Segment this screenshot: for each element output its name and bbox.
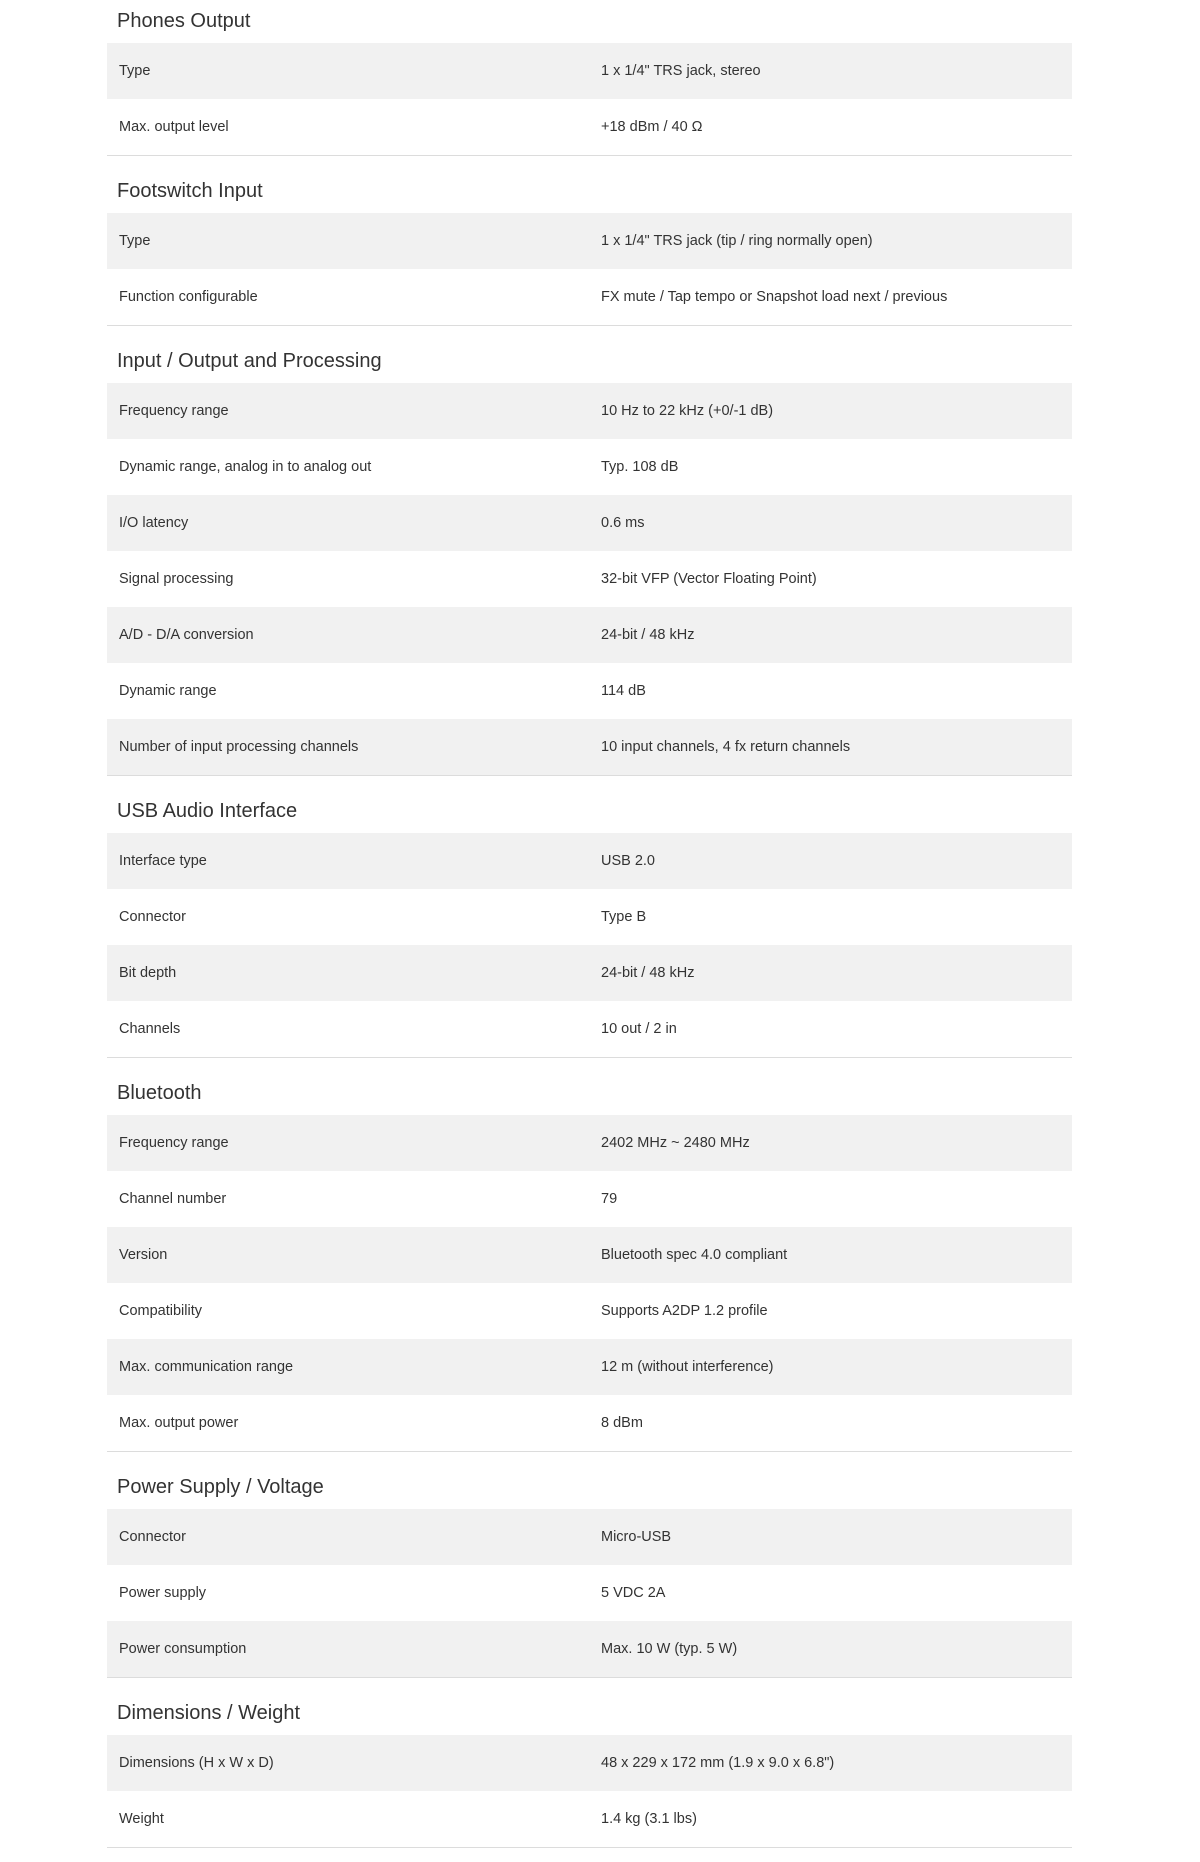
spec-label: Number of input processing channels bbox=[119, 739, 359, 755]
spec-row bbox=[107, 551, 1072, 607]
spec-label: Interface type bbox=[119, 853, 207, 869]
spec-label: Channels bbox=[119, 1021, 181, 1037]
spec-row bbox=[107, 1001, 1072, 1057]
section-title: Dimensions / Weight bbox=[117, 1702, 301, 1724]
spec-value: 24-bit / 48 kHz bbox=[601, 627, 695, 643]
spec-value: 79 bbox=[601, 1191, 618, 1207]
spec-row bbox=[107, 1339, 1072, 1395]
section-input-output-processing bbox=[107, 326, 1072, 776]
spec-row bbox=[107, 889, 1072, 945]
spec-label: Signal processing bbox=[119, 571, 234, 587]
spec-value: +18 dBm / 40 Ω bbox=[601, 119, 703, 135]
section-title: Footswitch Input bbox=[117, 180, 263, 202]
spec-value: 5 VDC 2A bbox=[601, 1585, 666, 1601]
spec-value: 1 x 1/4" TRS jack (tip / ring normally open) bbox=[601, 233, 873, 249]
spec-row bbox=[107, 495, 1072, 551]
spec-value: 0.6 ms bbox=[601, 515, 645, 531]
spec-label: Frequency range bbox=[119, 403, 229, 419]
spec-row bbox=[107, 213, 1072, 269]
spec-row bbox=[107, 1735, 1072, 1791]
spec-label: Bit depth bbox=[119, 965, 177, 981]
spec-label: I/O latency bbox=[119, 515, 189, 531]
spec-label: Power consumption bbox=[119, 1641, 247, 1657]
spec-table bbox=[107, 0, 1072, 1848]
spec-label: Type bbox=[119, 233, 151, 249]
spec-value: Micro-USB bbox=[601, 1529, 672, 1545]
spec-label: Connector bbox=[119, 909, 186, 925]
spec-label: Dynamic range bbox=[119, 683, 217, 699]
spec-value: 12 m (without interference) bbox=[601, 1359, 774, 1375]
spec-row bbox=[107, 663, 1072, 719]
spec-label: Max. communication range bbox=[119, 1359, 294, 1375]
spec-row bbox=[107, 945, 1072, 1001]
spec-row bbox=[107, 1171, 1072, 1227]
section-title: Input / Output and Processing bbox=[117, 350, 382, 372]
spec-row bbox=[107, 43, 1072, 99]
spec-label: Connector bbox=[119, 1529, 186, 1545]
spec-label: Power supply bbox=[119, 1585, 207, 1601]
section-title: Power Supply / Voltage bbox=[117, 1476, 324, 1498]
spec-row bbox=[107, 383, 1072, 439]
spec-label: Compatibility bbox=[119, 1303, 202, 1319]
spec-value: 24-bit / 48 kHz bbox=[601, 965, 695, 981]
spec-value: 2402 MHz ~ 2480 MHz bbox=[601, 1135, 750, 1151]
section-dimensions-weight bbox=[107, 1678, 1072, 1848]
spec-value: FX mute / Tap tempo or Snapshot load next / previous bbox=[601, 289, 948, 305]
spec-label: Function configurable bbox=[119, 289, 258, 305]
spec-label: Frequency range bbox=[119, 1135, 229, 1151]
spec-value: Max. 10 W (typ. 5 W) bbox=[601, 1641, 738, 1657]
spec-label: Max. output power bbox=[119, 1415, 239, 1431]
spec-label: Dimensions (H x W x D) bbox=[119, 1755, 274, 1771]
spec-label: Dynamic range, analog in to analog out bbox=[119, 459, 372, 475]
spec-row bbox=[107, 99, 1072, 155]
section-power-supply-voltage bbox=[107, 1452, 1072, 1678]
spec-label: Max. output level bbox=[119, 119, 229, 135]
spec-value: Type B bbox=[601, 909, 647, 925]
spec-value: USB 2.0 bbox=[601, 853, 655, 869]
section-bluetooth bbox=[107, 1058, 1072, 1452]
spec-value: 10 Hz to 22 kHz (+0/-1 dB) bbox=[601, 403, 774, 419]
spec-row bbox=[107, 1509, 1072, 1565]
spec-value: 114 dB bbox=[601, 683, 646, 699]
spec-row bbox=[107, 1565, 1072, 1621]
section-phones-output bbox=[107, 0, 1072, 156]
spec-value: 8 dBm bbox=[601, 1415, 643, 1431]
spec-value: 10 input channels, 4 fx return channels bbox=[601, 739, 851, 755]
spec-label: A/D - D/A conversion bbox=[119, 627, 254, 643]
spec-row bbox=[107, 607, 1072, 663]
spec-row bbox=[107, 1621, 1072, 1677]
spec-value: Bluetooth spec 4.0 compliant bbox=[601, 1247, 788, 1263]
spec-value: 1 x 1/4" TRS jack, stereo bbox=[601, 63, 761, 79]
spec-value: 10 out / 2 in bbox=[601, 1021, 677, 1037]
spec-label: Version bbox=[119, 1247, 168, 1263]
spec-row bbox=[107, 1115, 1072, 1171]
section-title: Bluetooth bbox=[117, 1082, 202, 1104]
spec-row bbox=[107, 1395, 1072, 1451]
spec-label: Channel number bbox=[119, 1191, 227, 1207]
section-footswitch-input bbox=[107, 156, 1072, 326]
spec-value: 32-bit VFP (Vector Floating Point) bbox=[601, 571, 817, 587]
spec-value: Supports A2DP 1.2 profile bbox=[601, 1303, 768, 1319]
section-title: Phones Output bbox=[117, 10, 251, 32]
spec-value: 1.4 kg (3.1 lbs) bbox=[601, 1811, 697, 1827]
spec-label: Type bbox=[119, 63, 151, 79]
spec-row bbox=[107, 439, 1072, 495]
section-usb-audio-interface bbox=[107, 776, 1072, 1058]
spec-row bbox=[107, 833, 1072, 889]
spec-row bbox=[107, 269, 1072, 325]
spec-value: 48 x 229 x 172 mm (1.9 x 9.0 x 6.8") bbox=[601, 1755, 835, 1771]
spec-row bbox=[107, 1283, 1072, 1339]
spec-label: Weight bbox=[119, 1811, 164, 1827]
spec-row bbox=[107, 719, 1072, 775]
spec-row bbox=[107, 1791, 1072, 1847]
spec-value: Typ. 108 dB bbox=[601, 459, 679, 475]
section-title: USB Audio Interface bbox=[117, 800, 298, 822]
spec-row bbox=[107, 1227, 1072, 1283]
